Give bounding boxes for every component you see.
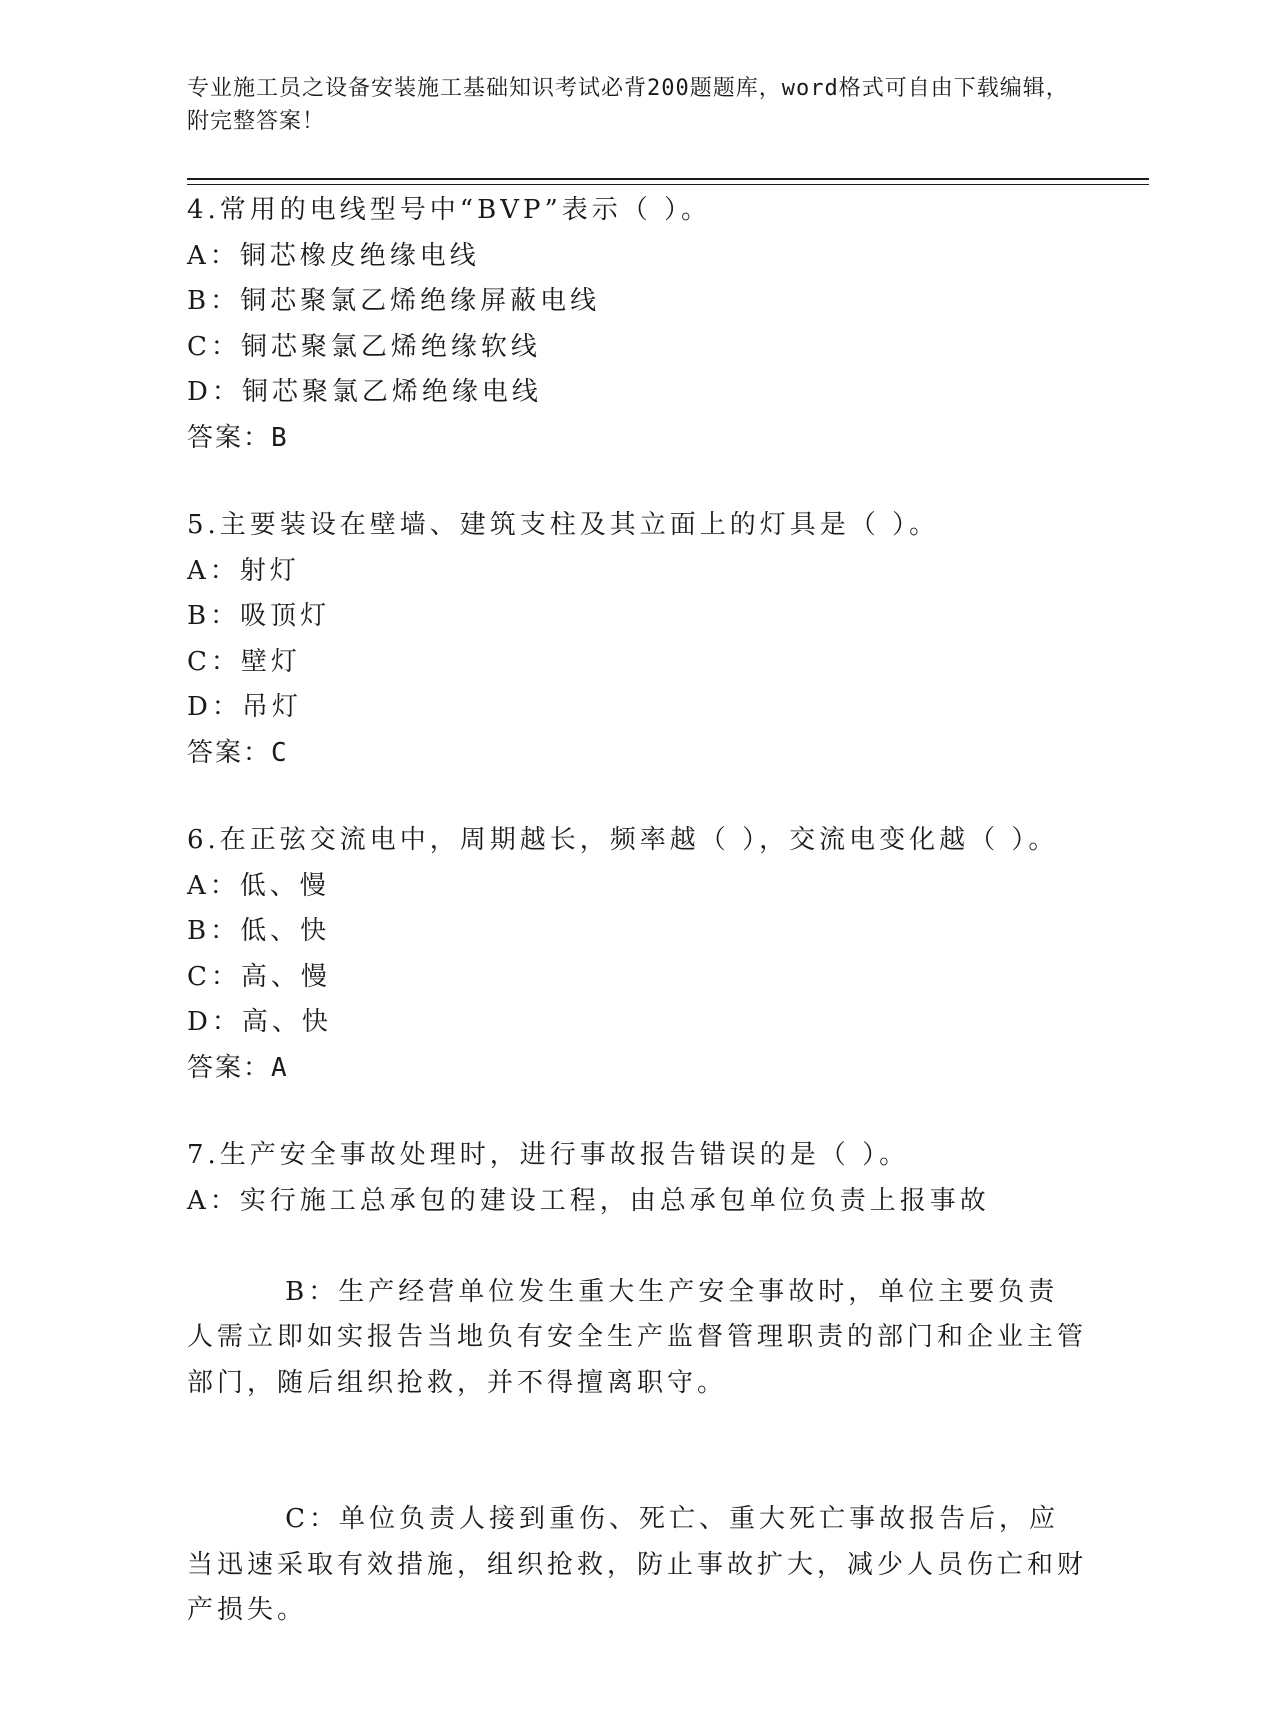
option-text: 低、快 xyxy=(240,916,331,946)
option-c xyxy=(187,1452,1087,1680)
question-6 xyxy=(187,818,1087,1091)
answer-label: 答案： xyxy=(187,737,272,768)
option-b xyxy=(187,279,1087,325)
option-a xyxy=(187,549,1087,595)
option-letter: C： xyxy=(187,331,241,362)
option-a xyxy=(187,1179,1087,1225)
header-rule-thick xyxy=(187,178,1149,180)
option-text: 单位负责人接到重伤、死亡、重大死亡事故报告后，应当迅速采取有效措施，组织抢救，防止事故扩大，减少人员伤亡和财产损失。 xyxy=(187,1504,1088,1625)
answer-value: A xyxy=(271,1052,289,1083)
option-letter: C： xyxy=(187,646,241,677)
option-c xyxy=(187,640,1087,686)
option-d xyxy=(187,370,1087,416)
option-letter: C： xyxy=(187,961,241,992)
option-text: 铜芯聚氯乙烯绝缘软线 xyxy=(240,331,541,362)
option-b xyxy=(187,1224,1087,1452)
option-c xyxy=(187,325,1087,371)
option-letter: B： xyxy=(187,286,241,316)
option-c xyxy=(187,955,1087,1001)
question-stem: 6.在正弦交流电中，周期越长，频率越（ ），交流电变化越（ ）。 xyxy=(187,825,1059,855)
option-letter: D： xyxy=(187,1007,242,1037)
option-letter: D： xyxy=(187,692,242,722)
option-text: 实行施工总承包的建设工程，由总承包单位负责上报事故 xyxy=(239,1185,990,1216)
header-rule-thin xyxy=(187,184,1149,185)
answer-label: 答案： xyxy=(187,1052,272,1083)
option-b xyxy=(187,909,1087,955)
answer-line xyxy=(187,731,1087,777)
option-letter: A： xyxy=(187,870,240,901)
option-text: 铜芯聚氯乙烯绝缘屏蔽电线 xyxy=(240,286,601,316)
option-text: 射灯 xyxy=(239,555,300,586)
question-stem: 5.主要装设在壁墙、建筑支柱及其立面上的灯具是（ ）。 xyxy=(187,510,940,540)
answer-label: 答案： xyxy=(187,422,272,453)
option-letter: D： xyxy=(187,377,242,407)
option-a xyxy=(187,864,1087,910)
option-b xyxy=(187,594,1087,640)
question-5 xyxy=(187,503,1087,776)
answer-line xyxy=(187,416,1087,462)
option-letter: C： xyxy=(285,1504,340,1534)
option-letter: A： xyxy=(187,555,240,586)
option-text: 低、慢 xyxy=(239,870,330,901)
option-letter: B： xyxy=(187,916,241,946)
option-a xyxy=(187,234,1087,280)
option-text: 生产经营单位发生重大生产安全事故时，单位主要负责人需立即如实报告当地负有安全生产监督管理职责的部门和企业主管部门，随后组织抢救，并不得擅离职守。 xyxy=(187,1276,1088,1398)
answer-value: C xyxy=(271,737,289,768)
question-stem: 4.常用的电线型号中“BVP”表示（ ）。 xyxy=(187,195,712,225)
option-text: 吸顶灯 xyxy=(240,601,331,631)
option-text: 壁灯 xyxy=(240,646,301,677)
question-7 xyxy=(187,1133,1087,1679)
option-letter: B： xyxy=(187,601,241,631)
document-header: 专业施工员之设备安装施工基础知识考试必背200题题库，word格式可自由下载编辑，附完整答案！ xyxy=(187,76,1069,134)
option-d xyxy=(187,1000,1087,1046)
option-d xyxy=(187,685,1087,731)
question-list xyxy=(187,188,1087,1721)
answer-line xyxy=(187,1046,1087,1092)
answer-value: B xyxy=(271,422,289,453)
option-letter: A： xyxy=(187,240,240,271)
question-stem: 7.生产安全事故处理时，进行事故报告错误的是（ ）。 xyxy=(187,1140,910,1170)
option-letter: A： xyxy=(187,1185,240,1216)
option-text: 高、慢 xyxy=(240,961,331,992)
option-text: 铜芯橡皮绝缘电线 xyxy=(239,240,480,271)
option-text: 高、快 xyxy=(241,1007,332,1037)
option-text: 吊灯 xyxy=(241,692,302,722)
option-letter: B： xyxy=(285,1276,339,1307)
option-text: 铜芯聚氯乙烯绝缘电线 xyxy=(241,377,542,407)
question-4 xyxy=(187,188,1087,461)
